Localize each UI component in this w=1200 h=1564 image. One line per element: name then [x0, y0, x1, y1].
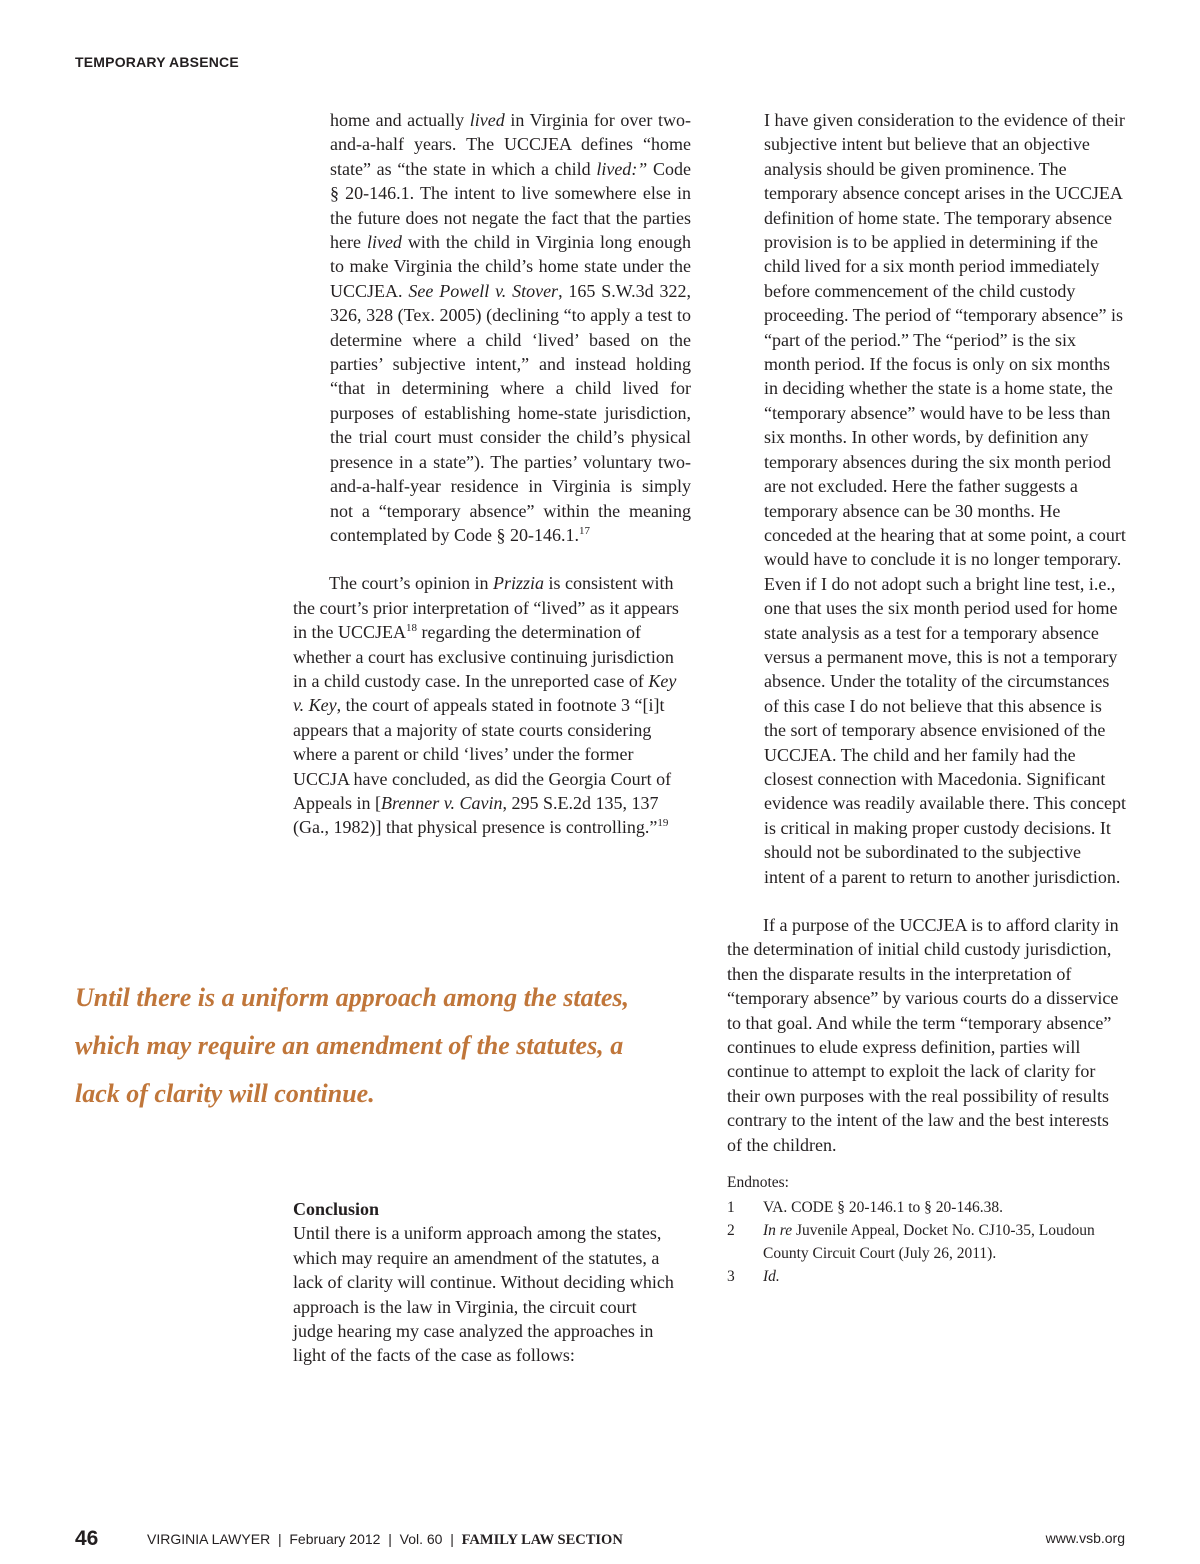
endnotes: [727, 1171, 1126, 1288]
body-paragraph-prizzia: The court’s opinion in Prizzia is consistent with the court’s prior interpretation of “lived” as it appears in the UCCJEA$^{18}$ regarding the determination of whether a court has exclusive continuing jurisdiction in a child custody case. In the unreported case of Key v. Key, the court of appeals stated in footnote 3 “[i]t appears that a majority of state courts considering where a parent or child ‘lives’ under the former UCCJA have concluded, as did the Georgia Court of Appeals in [Brenner v. Cavin, 295 S.E.2d 135, 137 (Ga., 1982)] that physical presence is controlling.”$^{19}$: [293, 573, 679, 838]
right-column: [727, 108, 1126, 1288]
footnote-ref-17: 17: [578, 524, 590, 537]
conclusion-section: [293, 1197, 677, 1368]
block-quote-right: I have given consideration to the evidence of their subjective intent but believe that an objective analysis should be given prominence. The temporary absence concept arises in the UCCJEA definition of home state. The temporary absence provision is to be applied in determining if the child lived for a six month period immediately before commencement of the child custody proceeding. The period of “temporary absence” is “part of the period.” The “period” is the six month period. If the focus is only on six months in deciding whether the state is a home state, the “temporary absence” would have to be less than six months. In other words, by definition any temporary absences during the six month period are not excluded. Here the father suggests a temporary absence can be 30 months. He conceded at the hearing that at some point, a court would have to conclude it is no longer temporary. Even if I do not adopt such a bright line test, i.e., one that uses the six month period used for home state analysis as a test for a temporary absence versus a permanent move, this is not a temporary absence. Under the totality of the circumstances of this case I do not believe that this absence is the sort of temporary absence envisioned of the UCCJEA. The child and her family had the closest connection with Macedonia. Significant evidence was readily available there. This concept is critical in making proper custody decisions. It should not be subordinated to the subjective intent of a parent to return to another jurisdiction.: [764, 110, 1127, 887]
section-title: TEMPORARY ABSENCE: [75, 54, 239, 70]
footnote-ref-19: 19: [657, 817, 669, 830]
page-number: 46: [75, 1527, 99, 1550]
pull-quote: Until there is a uniform approach among the states, which may require an amendment of the statutes, a lack of clarity will continue.: [75, 983, 630, 1108]
closing-paragraph: If a purpose of the UCCJEA is to afford clarity in the determination of initial child custody jurisdiction, then the disparate results in the interpretation of “temporary absence” by various courts do a disservice to that goal. And while the term “temporary absence” continues to elude express definition, parties will continue to attempt to exploit the lack of clarity for their own purposes with the real possibility of results contrary to the intent of the law and the best interests of the children.: [727, 915, 1119, 1155]
endnote-item: 3 Id.: [727, 1268, 780, 1286]
endnote-item: 2 In re Juvenile Appeal, Docket No. CJ10-35, Loudoun County Circuit Court (July 26, 2011).: [727, 1222, 1095, 1263]
page-footer: [75, 1527, 1125, 1557]
endnote-item: 1 VA. CODE § 20-146.1 to § 20-146.38.: [727, 1199, 1003, 1217]
conclusion-heading: Conclusion: [293, 1199, 380, 1219]
footnote-ref-18: 18: [406, 622, 418, 635]
conclusion-paragraph: Until there is a uniform approach among the states, which may require an amendment of the statutes, a lack of clarity will continue. Without deciding which approach is the law in Virginia, the circuit court judge hearing my case analyzed the approaches in light of the facts of the case as follows:: [293, 1223, 674, 1366]
left-column: [293, 108, 691, 840]
publication-info: VIRGINIA LAWYER | February 2012 | Vol. 60 | FAMILY LAW SECTION: [147, 1531, 623, 1548]
endnotes-title: Endnotes:: [727, 1174, 789, 1192]
website-link[interactable]: www.vsb.org: [1045, 1530, 1125, 1546]
block-quote-left: home and actually lived in Virginia for over two-and-a-half years. The UCCJEA defines “home state” as “the state in which a child lived:” Code § 20-146.1. The intent to live somewhere else in the future does not negate the fact that the parties here lived with the child in Virginia long enough to make Virginia the child’s home state under the UCCJEA. See Powell v. Stover, 165 S.W.3d 322, 326, 328 (Tex. 2005) (declining “to apply a test to determine where a child ‘lived’ based on the parties’ subjective intent,” and instead holding “that in determining where a child lived for purposes of establishing home-state jurisdiction, the trial court must consider the child’s physical presence in a state”). The parties’ voluntary two-and-a-half-year residence in Virginia is simply not a “temporary absence” within the meaning contemplated by Code § 20-146.1.17: [330, 110, 692, 545]
